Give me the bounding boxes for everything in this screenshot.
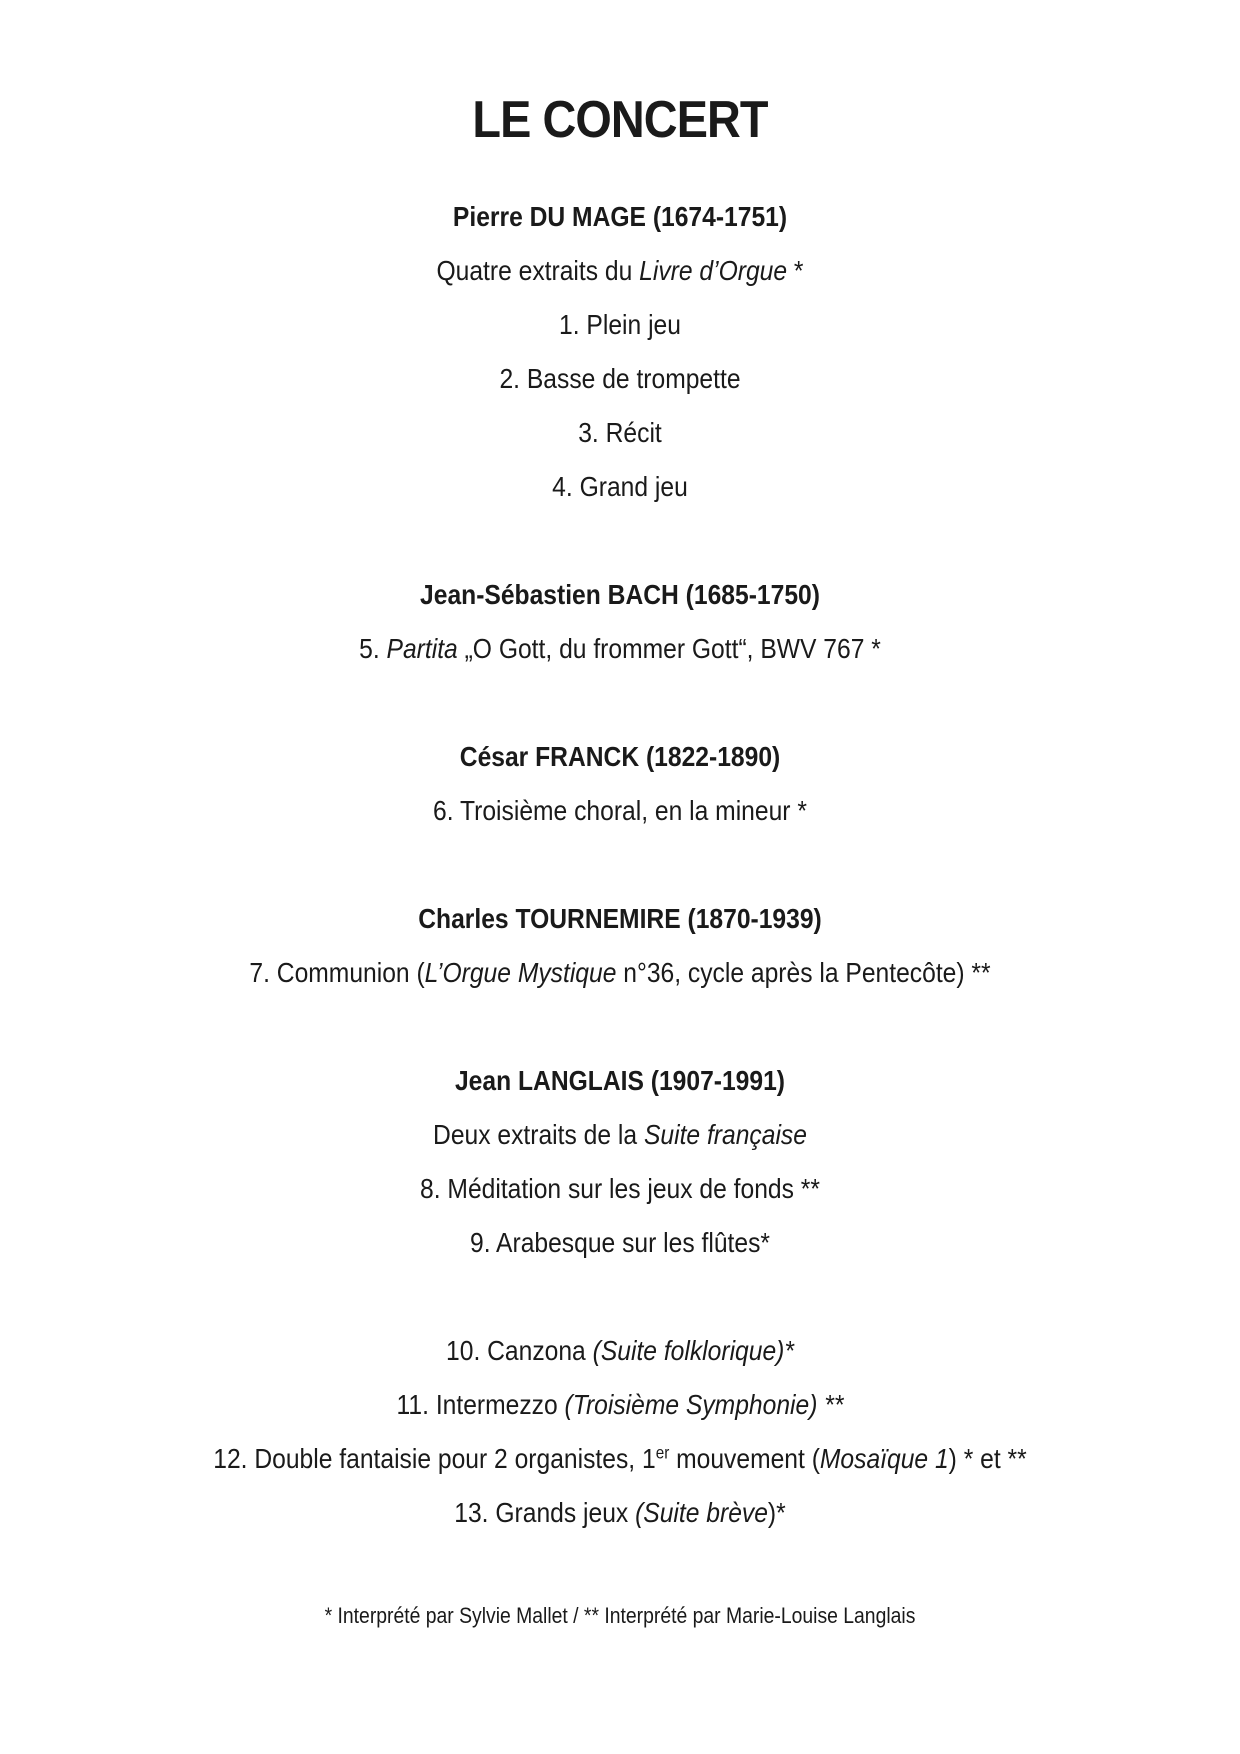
program-item-12: 12. Double fantaisie pour 2 organistes, 1er mouvement (Mosaïque 1) * et ** (213, 1442, 1027, 1474)
program-item-3: 3. Récit (578, 417, 662, 448)
program-item-7: 7. Communion (L’Orgue Mystique n°36, cycle après la Pentecôte) ** (249, 957, 991, 988)
performer-footnote: * Interprété par Sylvie Mallet / ** Interprété par Marie-Louise Langlais (324, 1603, 916, 1628)
composer-bach: Jean-Sébastien BACH (1685-1750) (420, 579, 820, 610)
program-item-1: 1. Plein jeu (559, 309, 681, 340)
program-item-10: 10. Canzona (Suite folklorique)* (446, 1335, 794, 1366)
program-item-9: 9. Arabesque sur les flûtes* (470, 1227, 770, 1258)
composer-franck: César FRANCK (1822-1890) (459, 741, 781, 772)
composer-langlais: Jean LANGLAIS (1907-1991) (454, 1065, 786, 1096)
program-item-6: 6. Troisième choral, en la mineur * (433, 795, 807, 826)
program-item-8: 8. Méditation sur les jeux de fonds ** (420, 1173, 820, 1204)
page-title: LE CONCERT (472, 91, 768, 149)
program-item-11: 11. Intermezzo (Troisième Symphonie) ** (396, 1389, 844, 1420)
program-item-5: 5. Partita „O Gott, du frommer Gott“, BWV 767 * (359, 633, 881, 664)
composer-tournemire: Charles TOURNEMIRE (1870-1939) (418, 903, 822, 934)
program-item-2: 2. Basse de trompette (499, 363, 741, 394)
program-item-13: 13. Grands jeux (Suite brève)* (454, 1497, 786, 1528)
du-mage-intro: Quatre extraits du Livre d’Orgue * (436, 255, 804, 286)
composer-du-mage: Pierre DU MAGE (1674-1751) (452, 201, 788, 232)
program-item-4: 4. Grand jeu (552, 471, 688, 502)
langlais-intro: Deux extraits de la Suite française (433, 1119, 807, 1150)
